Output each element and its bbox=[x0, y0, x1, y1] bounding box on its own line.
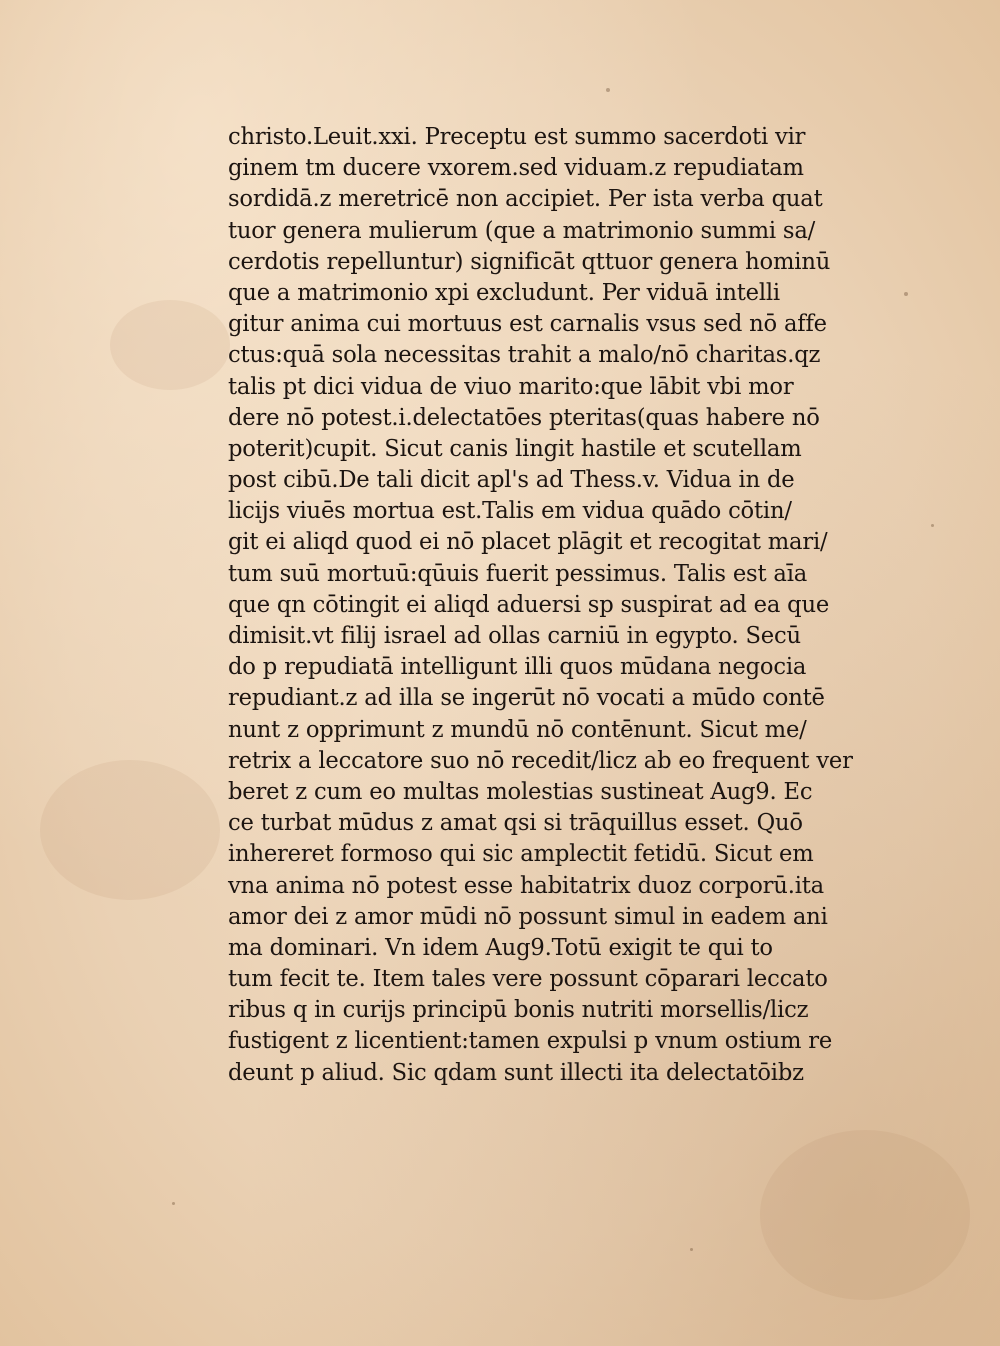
text-line: gitur anima cui mortuus est carnalis vsus sed nō affe bbox=[228, 311, 827, 338]
text-line: que qn cōtingit ei aliqd aduersi sp suspirat ad ea que bbox=[228, 591, 830, 618]
text-line: talis pt dici vidua de viuo marito:que lābit vbi mor bbox=[228, 373, 794, 400]
text-line: licijs viuēs mortua est.Talis em vidua quādo cōtin/ bbox=[228, 498, 792, 525]
text-line: dimisit.vt filij israel ad ollas carniū in egypto. Secū bbox=[228, 623, 801, 649]
text-line: christo.Leuit.xxi. Preceptu est summo sacerdoti vir bbox=[228, 124, 806, 150]
text-line: post cibū.De tali dicit apl's ad Thess.v. Vidua in de bbox=[228, 467, 795, 494]
paper-stain bbox=[110, 300, 230, 390]
text-line: tum fecit te. Item tales vere possunt cōparari leccato bbox=[228, 966, 828, 993]
text-line: ribus q in curijs principū bonis nutriti morsellis/licz bbox=[228, 997, 809, 1024]
text-line: poterit)cupit. Sicut canis lingit hastile et scutellam bbox=[228, 435, 802, 462]
text-line: sordidā.z meretricē non accipiet. Per ista verba quat bbox=[228, 186, 823, 213]
text-line: git ei aliqd quod ei nō placet plāgit et recogitat mari/ bbox=[228, 529, 828, 556]
paper-speck bbox=[606, 88, 610, 92]
text-line: repudiant.z ad illa se ingerūt nō vocati a mūdo contē bbox=[228, 685, 825, 712]
text-line: que a matrimonio xpi excludunt. Per viduā intelli bbox=[228, 279, 780, 306]
paper-speck bbox=[172, 1202, 175, 1205]
text-line: cerdotis repelluntur) significāt qttuor genera hominū bbox=[228, 248, 831, 275]
text-line: tum suū mortuū:qūuis fuerit pessimus. Talis est aīa bbox=[228, 560, 808, 587]
text-line: fustigent z licentient:tamen expulsi p vnum ostium re bbox=[228, 1028, 833, 1055]
paper-speck bbox=[931, 524, 934, 527]
text-line: ctus:quā sola necessitas trahit a malo/nō charitas.qz bbox=[228, 342, 821, 369]
paper-speck bbox=[904, 292, 908, 296]
text-line: retrix a leccatore suo nō recedit/licz ab eo frequent ver bbox=[228, 747, 853, 774]
paper-speck bbox=[690, 1248, 693, 1251]
text-line: dere nō potest.i.delectatōes pteritas(quas habere nō bbox=[228, 404, 820, 431]
text-line: tuor genera mulierum (que a matrimonio summi sa/ bbox=[228, 217, 816, 244]
text-line: ginem tm ducere vxorem.sed viduam.z repudiatam bbox=[228, 155, 804, 182]
text-line: inhereret formoso qui sic amplectit fetidū. Sicut em bbox=[228, 841, 814, 868]
text-line: do p repudiatā intelligunt illi quos mūdana negocia bbox=[228, 654, 807, 681]
paper-stain bbox=[760, 1130, 970, 1300]
text-line: beret z cum eo multas molestias sustineat Aug9. Ec bbox=[228, 778, 813, 805]
paper-stain bbox=[40, 760, 220, 900]
text-line: deunt p aliud. Sic qdam sunt illecti ita delectatōibz bbox=[228, 1059, 804, 1086]
text-line: ce turbat mūdus z amat qsi si trāquillus esset. Quō bbox=[228, 810, 803, 837]
text-line: amor dei z amor mūdi nō possunt simul in eadem ani bbox=[228, 903, 828, 930]
text-block bbox=[228, 122, 898, 1089]
text-line: nunt z opprimunt z mundū nō contēnunt. Sicut me/ bbox=[228, 716, 807, 743]
text-line: ma dominari. Vn idem Aug9.Totū exigit te qui to bbox=[228, 934, 773, 961]
text-line: vna anima nō potest esse habitatrix duoz corporū.ita bbox=[228, 872, 824, 899]
